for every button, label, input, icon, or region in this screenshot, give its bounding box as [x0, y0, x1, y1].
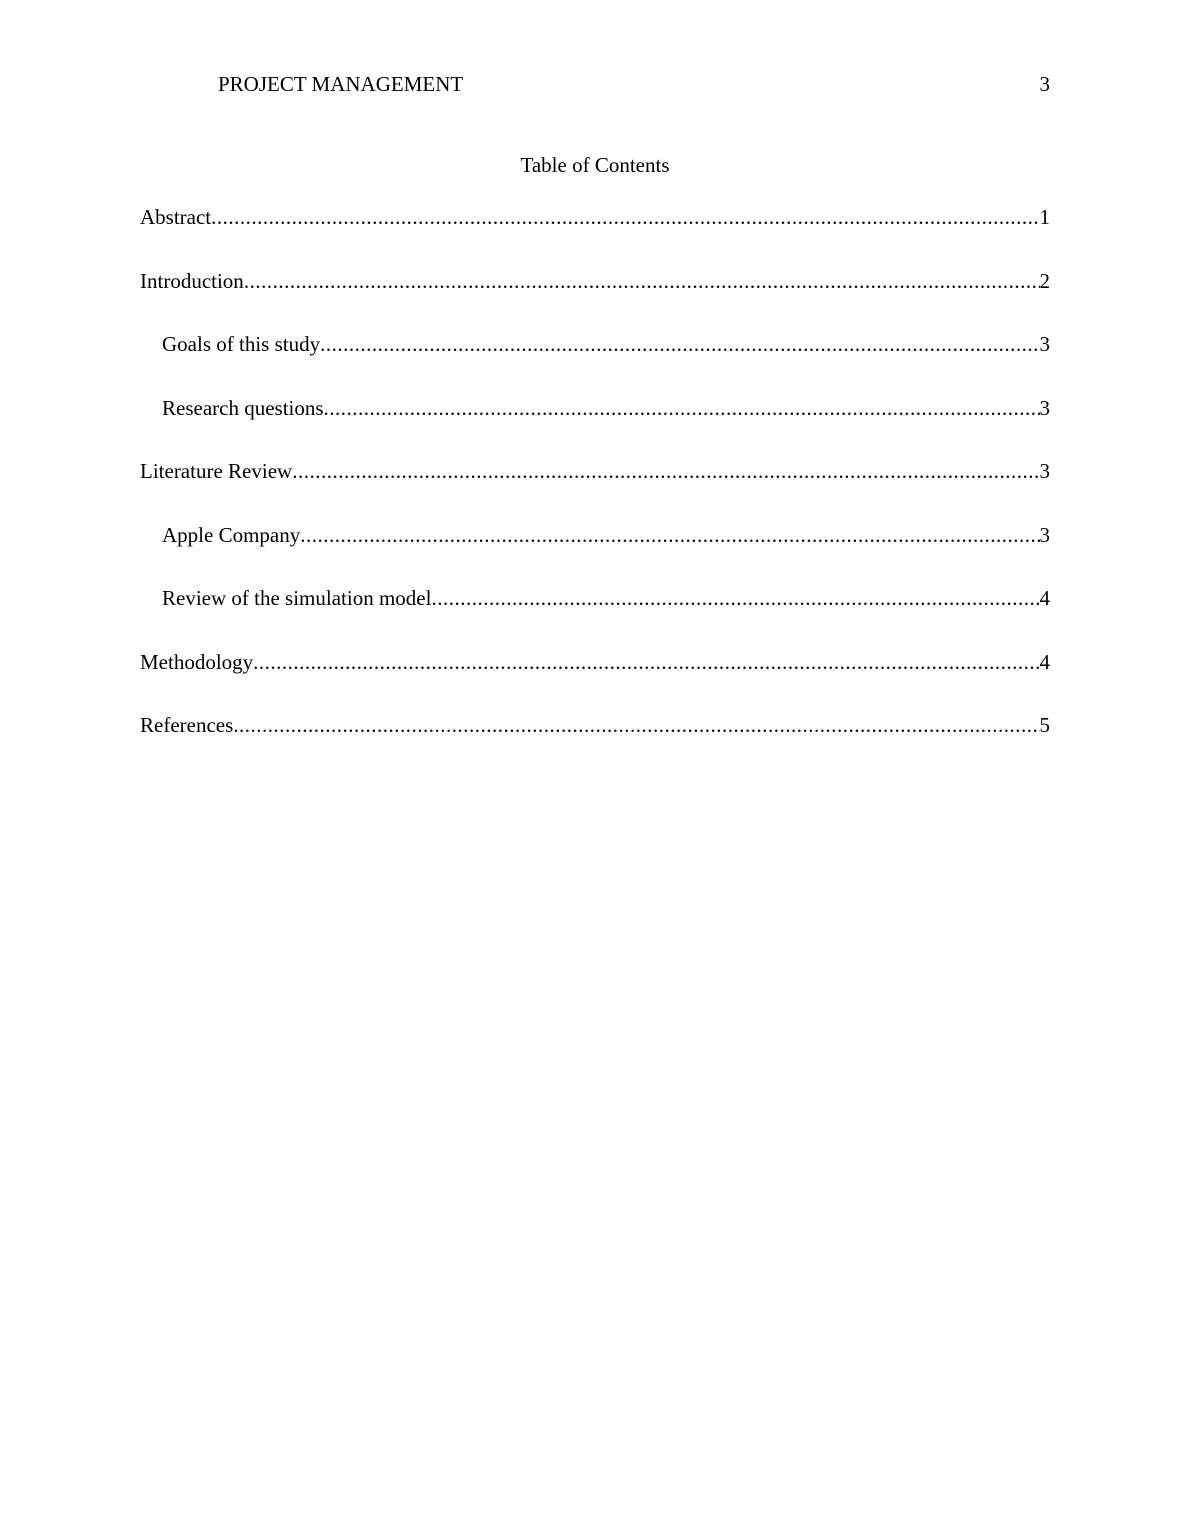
toc-title: Table of Contents: [520, 153, 670, 177]
dot-leader: [300, 521, 1039, 549]
toc-entry-label: Goals of this study: [162, 332, 321, 356]
toc-entry-label: Apple Company: [162, 522, 301, 547]
toc-entry-page: 3: [1039, 522, 1050, 547]
toc-entry-label: Methodology: [140, 649, 254, 674]
toc-entry-page: 3: [1039, 459, 1050, 483]
dot-leader: [431, 584, 1039, 612]
dot-leader: [320, 330, 1039, 358]
toc-entry-page: 4: [1039, 649, 1050, 674]
dot-leader: [324, 394, 1040, 422]
toc-entry-page: 3: [1039, 332, 1050, 356]
toc-entry-page: 4: [1039, 586, 1050, 610]
dot-leader: [292, 457, 1039, 485]
toc-entry-page: 3: [1039, 395, 1050, 420]
dot-leader: [211, 203, 1039, 231]
running-head: PROJECT MANAGEMENT: [218, 72, 464, 96]
toc-entry-label: Abstract: [140, 205, 212, 229]
table-of-contents: [140, 203, 1050, 775]
toc-entry-research-questions[interactable]: [140, 394, 1050, 458]
toc-entry-goals-of-this-study[interactable]: [140, 330, 1050, 394]
toc-entry-label: Review of the simulation model: [162, 586, 432, 610]
dot-leader: [253, 648, 1039, 676]
toc-entry-references[interactable]: [140, 711, 1050, 775]
toc-entry-page: 1: [1039, 205, 1050, 229]
toc-entry-introduction[interactable]: [140, 267, 1050, 331]
dot-leader: [233, 711, 1039, 739]
toc-entry-abstract[interactable]: [140, 203, 1050, 267]
toc-entry-label: Research questions: [162, 395, 324, 420]
toc-entry-review-of-the-simulation-model[interactable]: [140, 584, 1050, 648]
toc-entry-apple-company[interactable]: [140, 521, 1050, 585]
toc-entry-page: 5: [1039, 713, 1050, 737]
toc-entry-label: References: [140, 713, 234, 737]
toc-entry-page: 2: [1039, 268, 1050, 293]
page-number: 3: [1039, 72, 1050, 96]
toc-entry-methodology[interactable]: [140, 648, 1050, 712]
toc-entry-label: Literature Review: [140, 459, 293, 483]
toc-entry-label: Introduction: [140, 268, 244, 293]
dot-leader: [244, 267, 1040, 295]
toc-entry-literature-review[interactable]: [140, 457, 1050, 521]
